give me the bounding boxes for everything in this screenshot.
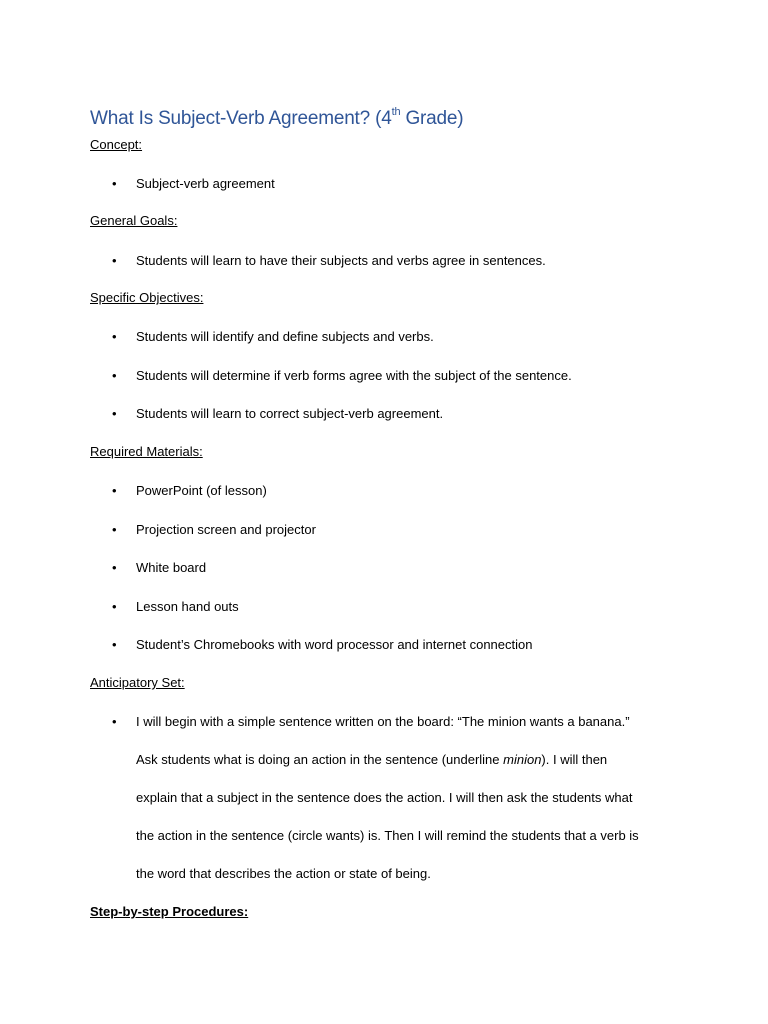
material-item: Lesson hand outs bbox=[136, 599, 239, 614]
objective-item: Students will learn to correct subject-verb agreement. bbox=[136, 406, 444, 421]
objective-item: Students will identify and define subjects and verbs. bbox=[136, 329, 434, 344]
bullet-icon: • bbox=[112, 483, 117, 498]
anticipatory-line-2-emphasis: minion bbox=[503, 752, 542, 767]
concept-item: Subject-verb agreement bbox=[136, 176, 275, 191]
procedures-heading: Step-by-step Procedures: bbox=[90, 904, 249, 919]
concept-heading: Concept: bbox=[90, 137, 143, 152]
anticipatory-line-2-end: ). I will then bbox=[541, 752, 608, 767]
anticipatory-line-1: I will begin with a simple sentence written on the board: “The minion wants a banana.” bbox=[136, 714, 630, 729]
bullet-icon: • bbox=[112, 368, 117, 383]
bullet-icon: • bbox=[112, 714, 117, 729]
document-title bbox=[90, 108, 463, 130]
bullet-icon: • bbox=[112, 329, 117, 344]
anticipatory-line-4: the action in the sentence (circle wants) is. Then I will remind the students that a verb is bbox=[136, 828, 639, 843]
bullet-icon: • bbox=[112, 599, 117, 614]
objective-item: Students will determine if verb forms agree with the subject of the sentence. bbox=[136, 368, 572, 383]
anticipatory-line-2 bbox=[136, 751, 607, 769]
general-goals-heading: General Goals: bbox=[90, 213, 178, 228]
anticipatory-line-5: the word that describes the action or state of being. bbox=[136, 866, 431, 881]
bullet-icon: • bbox=[112, 406, 117, 421]
anticipatory-line-3: explain that a subject in the sentence does the action. I will then ask the students what bbox=[136, 790, 633, 805]
material-item: Student’s Chromebooks with word processor and internet connection bbox=[136, 637, 533, 652]
material-item: PowerPoint (of lesson) bbox=[136, 483, 267, 498]
bullet-icon: • bbox=[112, 637, 117, 652]
anticipatory-set-heading: Anticipatory Set: bbox=[90, 675, 185, 690]
material-item: White board bbox=[136, 560, 207, 575]
specific-objectives-heading: Specific Objectives: bbox=[90, 290, 204, 305]
anticipatory-line-2-start: Ask students what is doing an action in the sentence (underline bbox=[136, 752, 504, 767]
material-item: Projection screen and projector bbox=[136, 522, 316, 537]
title-end: Grade) bbox=[400, 108, 464, 129]
bullet-icon: • bbox=[112, 560, 117, 575]
title-main: What Is Subject-Verb Agreement? (4 bbox=[90, 108, 392, 129]
bullet-icon: • bbox=[112, 176, 117, 191]
title-superscript: th bbox=[391, 106, 401, 118]
required-materials-heading: Required Materials: bbox=[90, 444, 203, 459]
general-goals-item: Students will learn to have their subjects and verbs agree in sentences. bbox=[136, 253, 546, 268]
bullet-icon: • bbox=[112, 522, 117, 537]
bullet-icon: • bbox=[112, 253, 117, 268]
